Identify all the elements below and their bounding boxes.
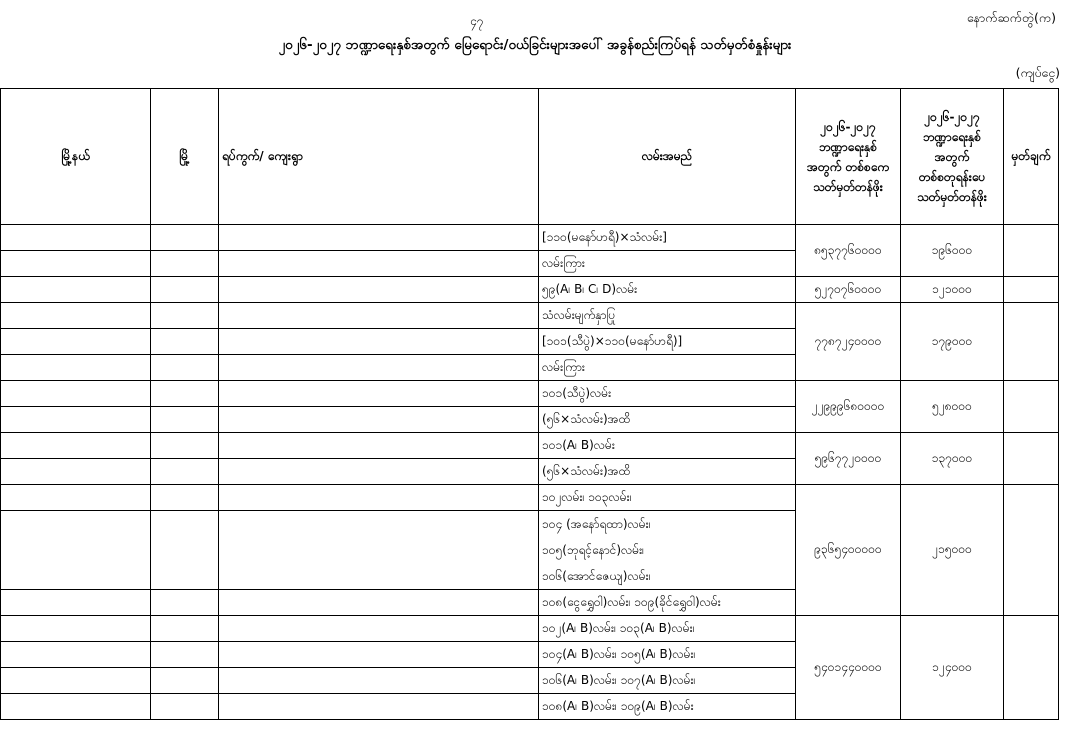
header-ward: ရပ်ကွက်/ ကျေးရွာ [219,89,539,225]
ward-cell [219,355,539,381]
town-cell [151,511,219,590]
ward-cell [219,668,539,694]
remarks-cell [1004,433,1059,485]
header-unit-line: အတွက် [934,149,970,164]
header-remarks: မှတ်ချက် [1004,89,1059,225]
road-name-cell: (၅၆×သံလမ်း)အထိ [539,459,796,485]
sqft-value-cell: ၅၂၇၀၇၆၀၀၀၀ [796,277,901,303]
header-sqft-line: အတွက် တစ်စကေ [806,159,890,174]
currency-unit-label: (ကျပ်ငွေ) [1015,65,1060,80]
sqft-value-cell: ၂၂၉၉၉၆၈၀၀၀၀ [796,381,901,433]
remarks-cell [1004,616,1059,720]
sqft-value-cell: ၇၇၈၇၂၄၀၀၀၀ [796,303,901,381]
header-township: မြို့နယ် [1,89,151,225]
road-name-cell: ၁၀၄(A၊ B)လမ်း၊ ၁၀၅(A၊ B)လမ်း၊ [539,642,796,668]
road-name-cell: ၁၀၈(ငွေရွှေဝါ)လမ်း၊ ၁၀၉(ခိုင်ရွှေဝါ)လမ်း [539,590,796,616]
town-cell [151,668,219,694]
town-cell [151,590,219,616]
header-sqft-line: သတ်မှတ်တန်ဖိုး [813,179,883,194]
town-cell [151,251,219,277]
town-cell [151,642,219,668]
road-name-cell: ၁၀၁(A၊ B)လမ်း [539,433,796,459]
town-cell [151,277,219,303]
township-cell [1,590,151,616]
township-cell [1,277,151,303]
ward-cell [219,485,539,511]
table-row [1,485,1059,511]
header-sqft-line: ၂၀၂၆-၂၀၂၇ [820,119,876,134]
table-row [1,277,1059,303]
unit-value-cell: ၁၇၉၀၀၀ [901,303,1004,381]
road-name-cell: (၅၆×သံလမ်း)အထိ [539,407,796,433]
remarks-cell [1004,225,1059,277]
road-name-cell: ၁၀၁(သီပွဲ)လမ်း [539,381,796,407]
annex-label: နောက်ဆက်တွဲ(က) [966,10,1056,25]
road-name-cell [539,511,796,590]
township-cell [1,668,151,694]
town-cell [151,433,219,459]
table-row [1,616,1059,642]
unit-value-cell: ၁၃၇၀၀၀ [901,433,1004,485]
ward-cell [219,407,539,433]
ward-cell [219,616,539,642]
road-name-cell: [၁၀၁(သီပွဲ)×၁၁၀(မနော်ဟရီ)] [539,329,796,355]
township-cell [1,616,151,642]
sqft-value-cell: ၅၉၆၇၇၂၀၀၀၀ [796,433,901,485]
township-cell [1,329,151,355]
ward-cell [219,590,539,616]
header-unit-line: ဘဏ္ဍာရေးနှစ် [923,129,981,144]
header-unit-line: တစ်စတုရန်းပေ [918,169,986,184]
town-cell [151,485,219,511]
header-sqft-value [796,89,901,225]
township-cell [1,642,151,668]
unit-value-cell: ၁၉၆၀၀၀ [901,225,1004,277]
township-cell [1,303,151,329]
township-cell [1,355,151,381]
sqft-value-cell: ၅၄၀၁၄၄၀၀၀၀ [796,616,901,720]
remarks-cell [1004,277,1059,303]
town-cell [151,329,219,355]
ward-cell [219,225,539,251]
unit-value-cell: ၁၂၁၀၀၀ [901,277,1004,303]
header-unit-value [901,89,1004,225]
road-name-cell: လမ်းကြား [539,355,796,381]
township-cell [1,485,151,511]
sqft-value-cell: ၉၃၆၅၄၀၀၀၀၀ [796,485,901,616]
town-cell [151,355,219,381]
township-cell [1,251,151,277]
ward-cell [219,251,539,277]
ward-cell [219,642,539,668]
ward-cell [219,433,539,459]
unit-value-cell: ၁၂၄၀၀၀ [901,616,1004,720]
page-number: ၄၇ [470,14,484,28]
road-name-line: ၁၀၆(အောင်ဇေယျ)လမ်း၊ [542,569,651,583]
town-cell [151,694,219,720]
township-cell [1,511,151,590]
header-sqft-line: ဘဏ္ဍာရေးနှစ် [819,139,877,154]
sqft-value-cell: ၈၅၃၇၇၆၀၀၀၀ [796,225,901,277]
table-row [1,433,1059,459]
road-name-cell: ၁၀၈(A၊ B)လမ်း၊ ၁၀၉(A၊ B)လမ်း [539,694,796,720]
township-cell [1,694,151,720]
road-name-cell: လမ်းကြား [539,251,796,277]
ward-cell [219,694,539,720]
table-row [1,225,1059,251]
town-cell [151,225,219,251]
table-row [1,381,1059,407]
ward-cell [219,277,539,303]
document-title: ၂၀၂၆-၂၀၂၇ ဘဏ္ဍာရေးနှစ်အတွက် မြေရောင်း/ဝယ်ခြင်းများအပေါ် အခွန်စည်းကြပ်ရန် သတ်မှတ်စံနှုန်းများ [278,37,792,53]
header-unit-line: ၂၀၂၆-၂၀၂၇ [924,109,980,124]
road-name-cell: ၁၀၂လမ်း၊ ၁၀၃လမ်း၊ [539,485,796,511]
road-name-cell: ၁၀၆(A၊ B)လမ်း၊ ၁၀၇(A၊ B)လမ်း၊ [539,668,796,694]
road-name-cell: ၁၀၂(A၊ B)လမ်း၊ ၁၀၃(A၊ B)လမ်း၊ [539,616,796,642]
header-road-name: လမ်းအမည် [539,89,796,225]
remarks-cell [1004,303,1059,381]
table-header-row [1,89,1059,225]
road-name-cell: ၅၉(A၊ B၊ C၊ D)လမ်း [539,277,796,303]
road-name-line: ၁၀၅(ဘုရင့်နောင်)လမ်း၊ [542,543,645,557]
township-cell [1,459,151,485]
land-value-table [0,88,1059,720]
township-cell [1,407,151,433]
remarks-cell [1004,485,1059,616]
town-cell [151,616,219,642]
road-name-line: ၁၀၄ (အနော်ရထာ)လမ်း၊ [542,517,651,531]
township-cell [1,433,151,459]
town-cell [151,459,219,485]
ward-cell [219,303,539,329]
header-unit-line: သတ်မှတ်တန်ဖိုး [917,189,987,204]
town-cell [151,407,219,433]
ward-cell [219,381,539,407]
table-row [1,303,1059,329]
ward-cell [219,329,539,355]
unit-value-cell: ၅၂၈၀၀၀ [901,381,1004,433]
unit-value-cell: ၂၁၅၀၀၀ [901,485,1004,616]
road-name-cell: [၁၁၀(မနော်ဟရီ)×သံလမ်း] [539,225,796,251]
township-cell [1,225,151,251]
ward-cell [219,511,539,590]
road-name-cell: သံလမ်းမျက်နှာပြု [539,303,796,329]
town-cell [151,381,219,407]
ward-cell [219,459,539,485]
township-cell [1,381,151,407]
header-town: မြို့ [151,89,219,225]
remarks-cell [1004,381,1059,433]
town-cell [151,303,219,329]
